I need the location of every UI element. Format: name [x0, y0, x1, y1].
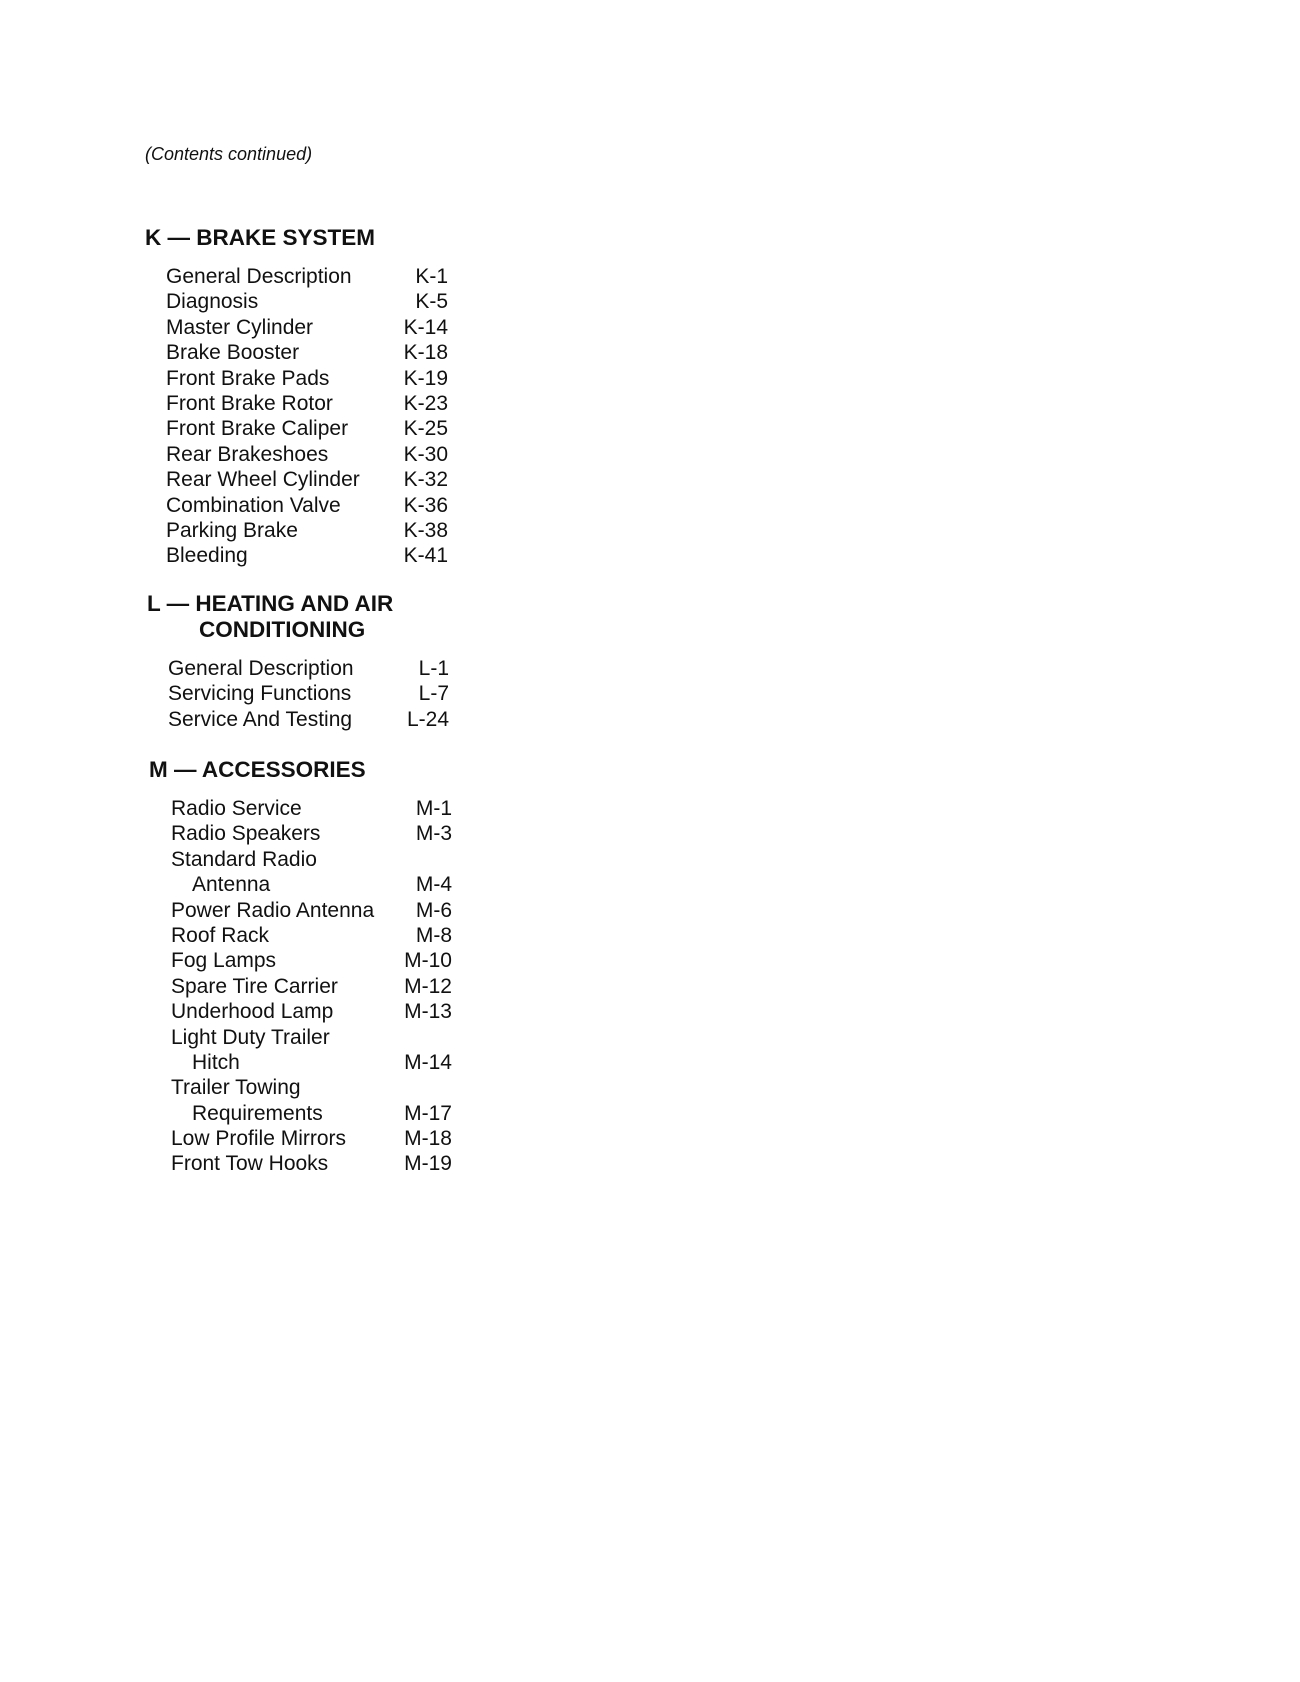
- toc-list-heating-air: [168, 656, 449, 732]
- toc-entry-page: L-7: [418, 682, 449, 706]
- toc-entry-page: K-23: [403, 391, 448, 415]
- toc-entry-page: M-4: [415, 873, 452, 897]
- toc-entry: [171, 1126, 452, 1151]
- toc-entry-title: Radio Service: [171, 797, 302, 820]
- toc-entry-page: L-1: [418, 657, 449, 680]
- toc-entry: [166, 264, 448, 289]
- toc-entry-page: M-1: [415, 797, 452, 820]
- toc-entry-title: Antenna: [192, 873, 271, 897]
- toc-entry-page: M-13: [404, 1000, 452, 1024]
- toc-entry-page: K-38: [403, 518, 448, 542]
- toc-entry-title: Bleeding: [166, 544, 248, 568]
- toc-entry: [166, 416, 448, 441]
- toc-entry: [168, 681, 449, 706]
- toc-entry-title: Front Tow Hooks: [171, 1152, 329, 1176]
- toc-entry: [171, 872, 452, 897]
- toc-entry-page: M-6: [415, 898, 452, 922]
- toc-entry: [166, 467, 448, 492]
- toc-entry: [166, 518, 448, 543]
- toc-entry-title: Radio Speakers: [171, 822, 321, 846]
- toc-entry-title: Rear Brakeshoes: [166, 442, 329, 466]
- section-heading-l-line1: L — HEATING AND AIR: [147, 591, 394, 616]
- section-heading-l-line2: CONDITIONING: [199, 617, 366, 642]
- toc-entry: [166, 315, 448, 340]
- toc-entry: [168, 707, 449, 732]
- toc-entry: [171, 821, 452, 846]
- toc-entry-title: Spare Tire Carrier: [171, 974, 338, 998]
- toc-entry-page: K-18: [403, 341, 448, 365]
- toc-entry-page: K-5: [415, 290, 448, 314]
- toc-entry: [171, 1151, 452, 1176]
- toc-entry-page: K-30: [403, 442, 448, 466]
- toc-entry-title: Service And Testing: [168, 707, 353, 731]
- section-heading-m: M — ACCESSORIES: [149, 757, 366, 782]
- toc-entry-page: K-14: [403, 315, 448, 339]
- toc-entry: [171, 898, 452, 923]
- toc-entry: [166, 366, 448, 391]
- toc-entry-page: M-8: [415, 923, 452, 947]
- toc-entry: [171, 1101, 452, 1126]
- toc-entry-title: Light Duty Trailer: [171, 1025, 330, 1049]
- toc-entry-title: Roof Rack: [171, 923, 270, 947]
- toc-entry-title: Underhood Lamp: [171, 1000, 334, 1024]
- toc-entry-page: L-24: [406, 707, 449, 731]
- toc-entry-title: Front Brake Rotor: [166, 391, 333, 415]
- toc-entry-page: M-10: [404, 949, 452, 973]
- toc-entry-title: Diagnosis: [166, 290, 259, 314]
- toc-entry: [166, 340, 448, 365]
- toc-list-brake-system: [166, 264, 448, 569]
- toc-entry: [166, 543, 448, 568]
- toc-entry-page: K-32: [403, 468, 448, 492]
- toc-entry-title: Power Radio Antenna: [171, 898, 375, 922]
- toc-entry-page: K-19: [403, 366, 448, 390]
- toc-entry: [166, 442, 448, 467]
- toc-entry-page: M-17: [404, 1101, 452, 1125]
- contents-continued-note: (Contents continued): [145, 144, 313, 164]
- toc-list-accessories: [171, 796, 452, 1177]
- toc-entry: [171, 974, 452, 999]
- toc-entry-title: Hitch: [192, 1050, 240, 1074]
- toc-entry-title: Fog Lamps: [171, 949, 277, 973]
- toc-entry-page: M-14: [404, 1050, 452, 1074]
- section-heading-k: K — BRAKE SYSTEM: [145, 225, 376, 250]
- toc-entry: [171, 847, 452, 872]
- toc-entry: [171, 923, 452, 948]
- toc-entry-title: Low Profile Mirrors: [171, 1127, 347, 1151]
- toc-entry-title: General Description: [168, 657, 354, 680]
- toc-entry-page: K-25: [403, 417, 448, 441]
- toc-entry-title: Standard Radio: [171, 847, 317, 871]
- toc-entry-title: Front Brake Caliper: [166, 417, 349, 441]
- toc-entry: [166, 289, 448, 314]
- toc-entry: [166, 493, 448, 518]
- toc-entry: [171, 948, 452, 973]
- toc-entry: [171, 999, 452, 1024]
- toc-entry-title: Rear Wheel Cylinder: [166, 468, 360, 492]
- toc-entry: [166, 391, 448, 416]
- toc-entry-title: Combination Valve: [166, 493, 341, 517]
- toc-entry-title: Parking Brake: [166, 518, 298, 542]
- toc-entry-title: Trailer Towing: [171, 1076, 301, 1100]
- toc-entry: [168, 656, 449, 681]
- toc-entry: [171, 796, 452, 821]
- toc-entry-title: Servicing Functions: [168, 682, 352, 706]
- toc-entry-title: General Description: [166, 265, 352, 288]
- toc-entry-page: M-3: [415, 822, 452, 846]
- toc-entry: [171, 1025, 452, 1050]
- toc-entry: [171, 1075, 452, 1100]
- toc-entry-page: K-1: [415, 265, 448, 288]
- toc-entry: [171, 1050, 452, 1075]
- section-heading-l: [147, 591, 393, 643]
- toc-entry-page: K-41: [403, 544, 448, 568]
- toc-entry-title: Brake Booster: [166, 341, 300, 365]
- toc-entry-page: M-12: [404, 974, 452, 998]
- toc-entry-page: M-19: [404, 1152, 452, 1176]
- toc-entry-page: K-36: [403, 493, 448, 517]
- toc-entry-title: Master Cylinder: [166, 315, 314, 339]
- toc-entry-title: Front Brake Pads: [166, 366, 330, 390]
- toc-entry-title: Requirements: [192, 1101, 323, 1125]
- toc-entry-page: M-18: [404, 1127, 452, 1151]
